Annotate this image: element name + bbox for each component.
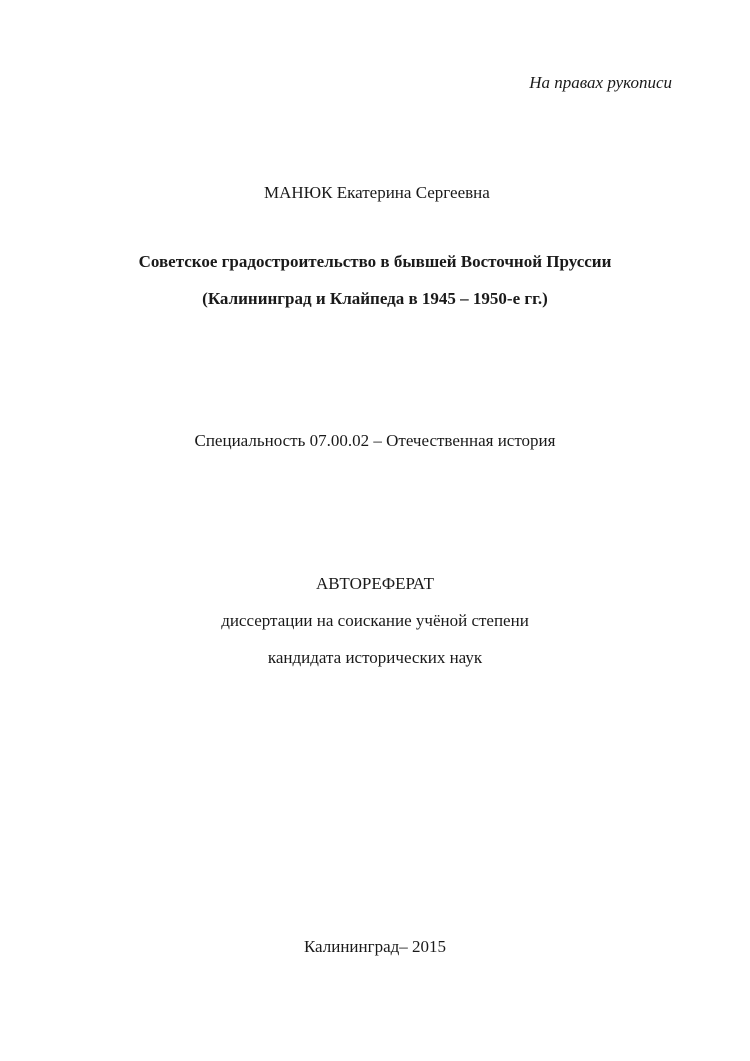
dissertation-title-line-2: (Калининград и Клайпеда в 1945 – 1950-е гг.) bbox=[202, 289, 548, 308]
city-and-year: Калининград– 2015 bbox=[303, 937, 447, 956]
degree-purpose-line-2: кандидата исторических наук bbox=[267, 648, 483, 667]
author-name: МАНЮК Екатерина Сергеевна bbox=[264, 183, 490, 202]
manuscript-rights-note: На правах рукописи bbox=[529, 73, 672, 92]
degree-purpose-line-1: диссертации на соискание учёной степени bbox=[221, 611, 529, 630]
dissertation-title-line-1: Советское градостроительство в бывшей Восточной Пруссии bbox=[138, 252, 612, 271]
specialty: Специальность 07.00.02 – Отечественная история bbox=[194, 431, 556, 450]
document-type: АВТОРЕФЕРАТ bbox=[316, 574, 434, 593]
